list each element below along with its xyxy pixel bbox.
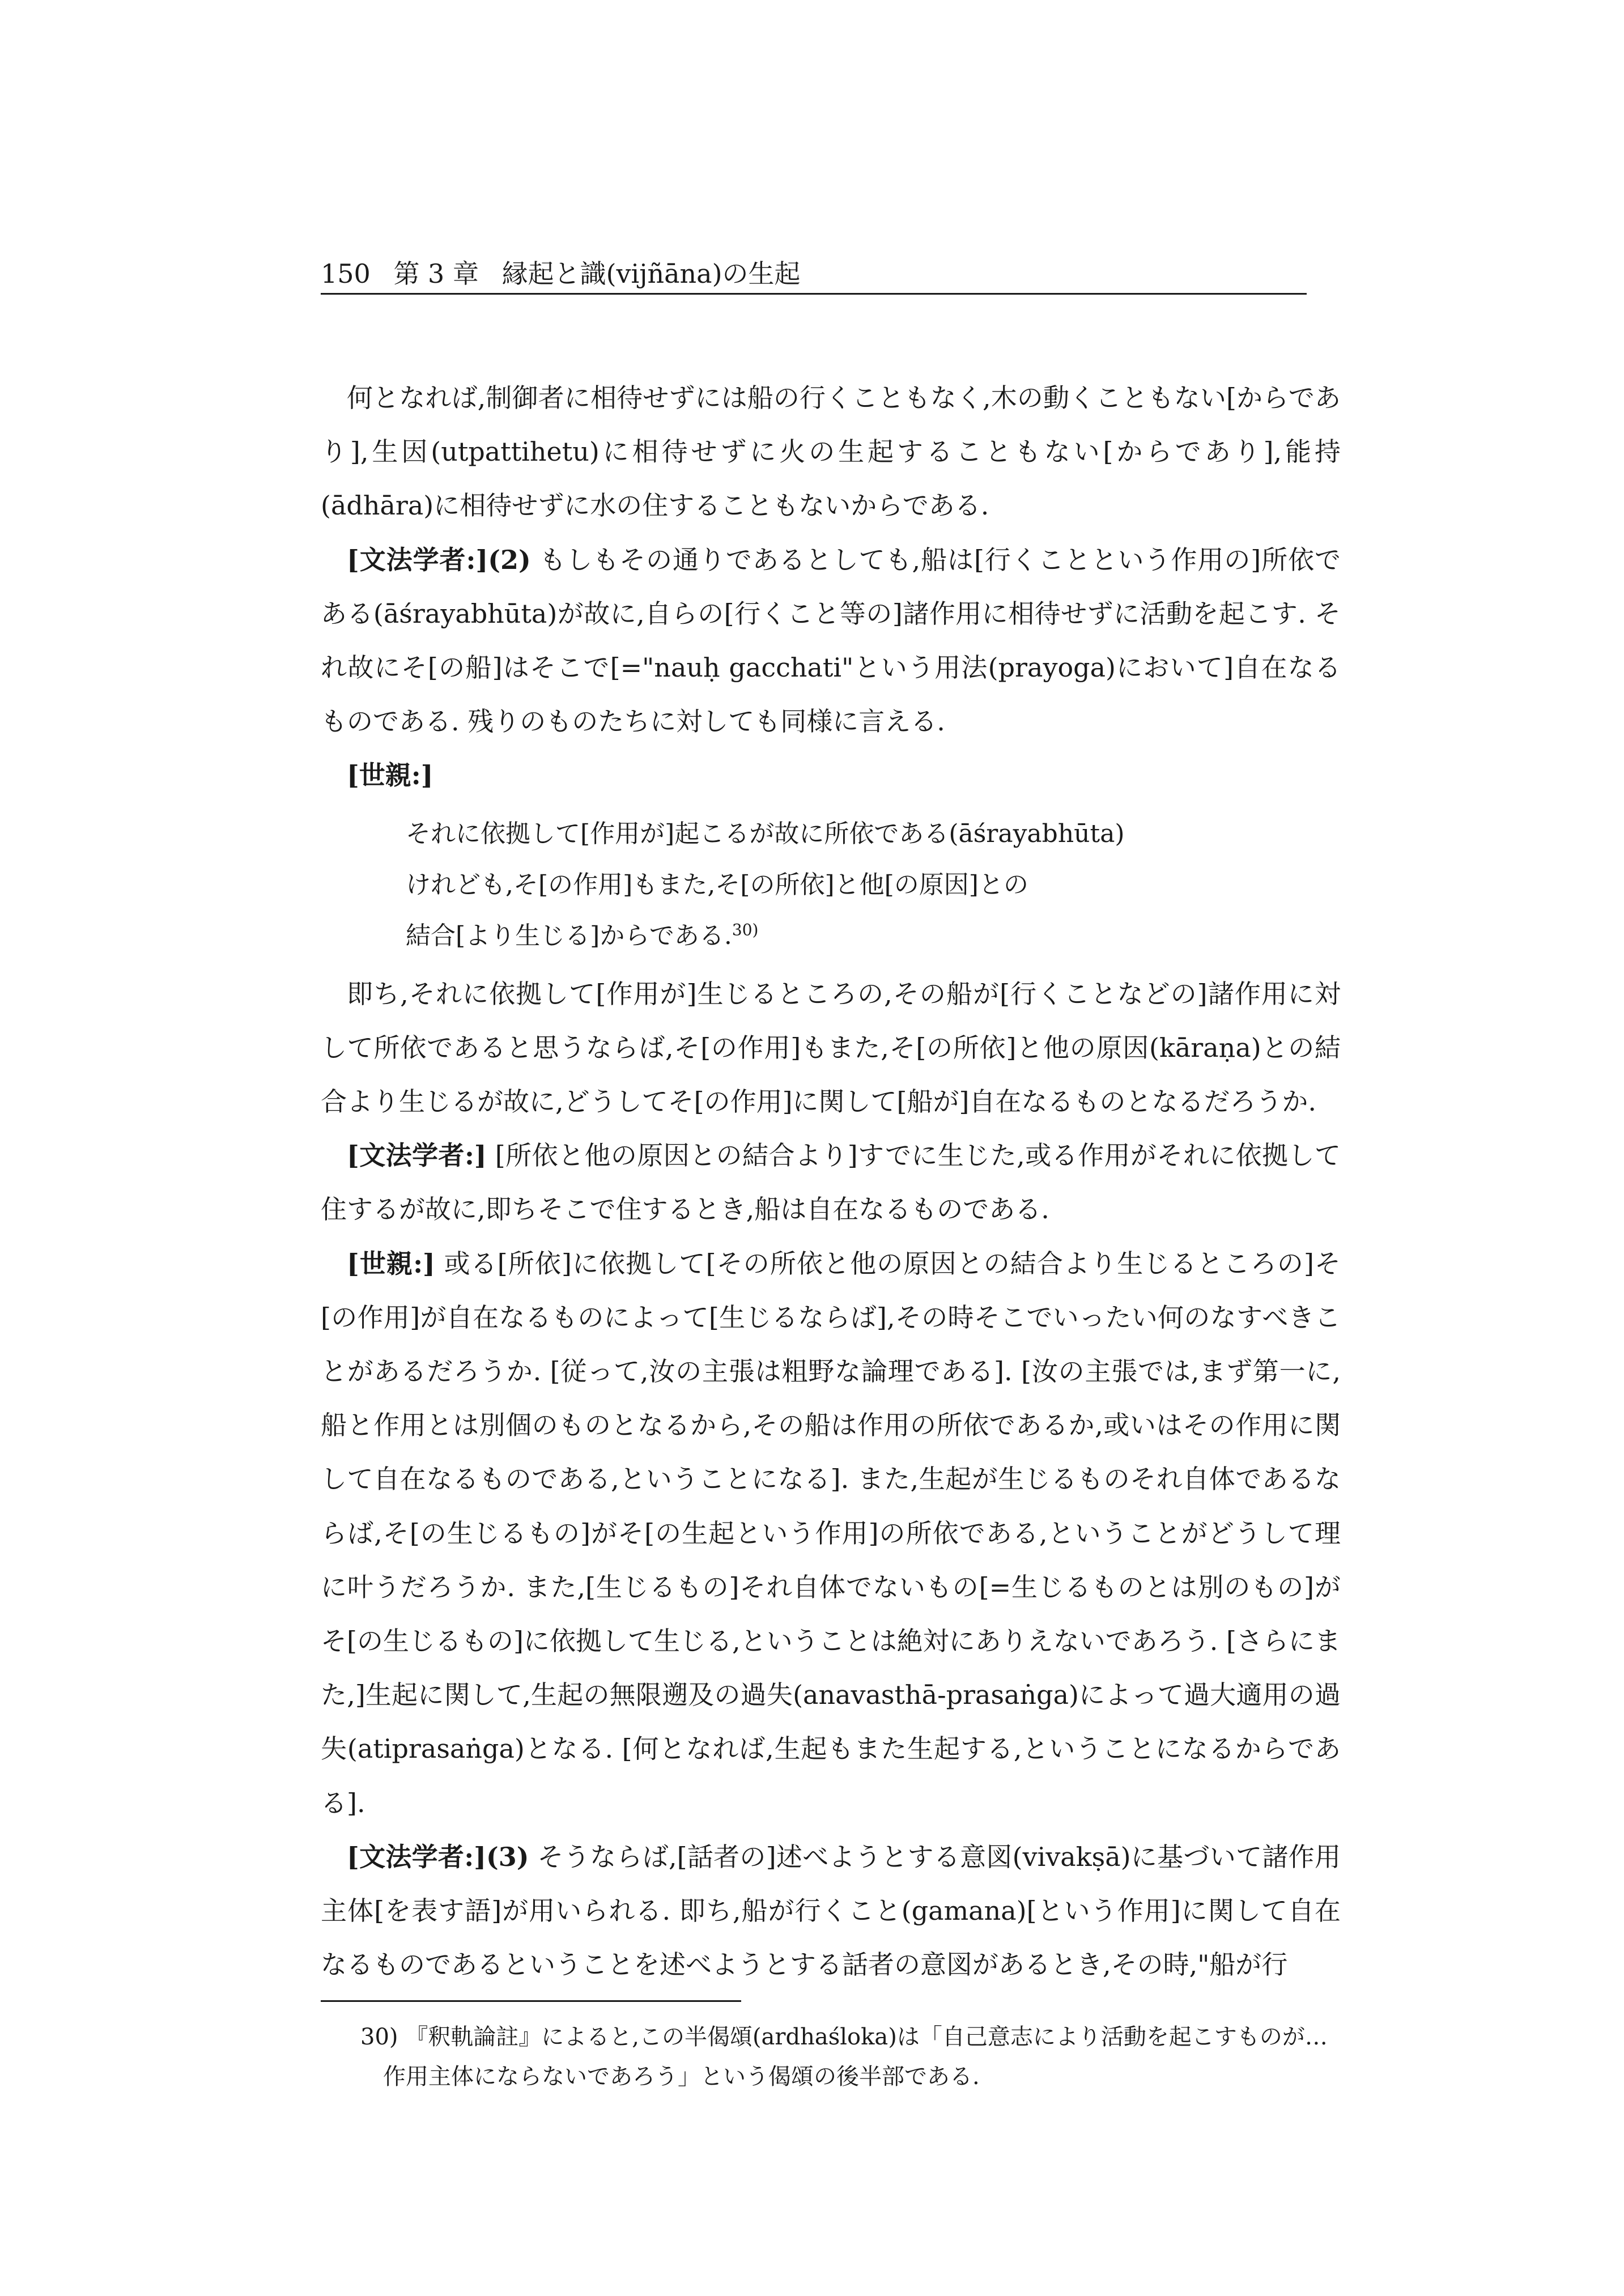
- speaker-label: [文法学者:](3): [347, 1841, 529, 1872]
- verse-block: [406, 809, 1341, 962]
- speaker-label: [世親:]: [347, 1248, 435, 1279]
- paragraph-7: [321, 1830, 1341, 1992]
- speaker-label: [文法学者:]: [347, 1140, 487, 1171]
- paragraph-text: [所依と他の原因との結合より]すでに生じた,或る作用がそれに依拠して住するが故に,即ちそこで住するとき,船は自在なるものである.: [321, 1140, 1341, 1225]
- paragraph-text: そうならば,[話者の]述べようとする意図(vivakṣā)に基づいて諸作用主体[を表す語]が用いられる. 即ち,船が行くこと(gamana)[という作用]に関して自在なるものであるということを述べようとする話者の意図があるとき,その時,"船が行: [321, 1841, 1341, 1980]
- paragraph-1: [321, 371, 1341, 533]
- paragraph-text: 即ち,それに依拠して[作用が]生じるところの,その船が[行くことなどの]諸作用に対して所依であると思うならば,そ[の作用]もまた,そ[の所依]と他の原因(kāraṇa)との結合より生じるが故に,どうしてそ[の作用]に関して[船が]自在なるものとなるだろうか.: [321, 978, 1341, 1117]
- footnote-line: 作用主体にならないであろう」という偈頌の後半部である.: [383, 2064, 980, 2090]
- page-number: 150: [321, 258, 371, 289]
- paragraph-3: [321, 749, 1341, 802]
- paragraph-4: [321, 967, 1341, 1129]
- main-text: [321, 371, 1341, 1992]
- speaker-label: [文法学者:](2): [347, 544, 531, 575]
- running-header: [321, 258, 1307, 295]
- footnote-number: 30): [360, 2024, 398, 2050]
- footnote-divider: [321, 2000, 741, 2002]
- chapter-title: 縁起と識(vijñāna)の生起: [501, 258, 801, 289]
- verse-line: けれども,そ[の作用]もまた,そ[の所依]と他[の原因]との: [406, 870, 1028, 899]
- paragraph-5: [321, 1129, 1341, 1236]
- paragraph-6: [321, 1237, 1341, 1830]
- verse-line: それに依拠して[作用が]起こるが故に所依である(āśrayabhūta): [406, 819, 1125, 848]
- speaker-label: [世親:]: [347, 760, 433, 791]
- verse-line: 結合[より生じる]からである.$^{30)}$: [406, 920, 759, 950]
- footnote-marker[interactable]: 30): [732, 920, 759, 939]
- footnote-line: 30) 『釈軌論註』によると,この半偈頌(ardhaśloka)は「自己意志により活動を起こすものが…: [360, 2024, 1328, 2050]
- footnote: [360, 2017, 1328, 2097]
- paragraph-text: 或る[所依]に依拠して[その所依と他の原因との結合より生じるところの]そ[の作用]が自在なるものによって[生じるならば],その時そこでいったい何のなすべきことがあるだろうか. [従って,汝の主張は粗野な論理である]. [汝の主張では,まず第一に,船と作用とは別個のものとなるから,その船は作用の所依であるか,或いはその作用に関して自在なるものである,ということになる]. また,生起が生じるものそれ自体であるならば,そ[の生じるもの]がそ[の生起という作用]の所依である,ということがどうして理に叶うだろうか. また,[生じるもの]それ自体でないもの[=生じるものとは別のもの]がそ[の生じるもの]に依拠して生じる,ということは絶対にありえないであろう. [さらにまた,]生起に関して,生起の無限遡及の過失(anavasthā-prasaṅga)によって過大適用の過失(atiprasaṅga)となる. [何となれば,生起もまた生起する,ということになるからである].: [321, 1248, 1341, 1818]
- paragraph-2: [321, 533, 1341, 749]
- paragraph-text: もしもその通りであるとしても,船は[行くことという作用の]所依である(āśrayabhūta)が故に,自らの[行くこと等の]諸作用に相待せずに活動を起こす. それ故にそ[の船]はそこで[="nauḥ gacchati"という用法(prayoga)において]自在なるものである. 残りのものたちに対しても同様に言える.: [321, 544, 1341, 737]
- paragraph-text: 何となれば,制御者に相待せずには船の行くこともなく,木の動くこともない[からであり],生因(utpattihetu)に相待せずに火の生起することもない[からであり],能持(ādhāra)に相待せずに水の住することもないからである.: [321, 382, 1341, 521]
- chapter-number: 第 3 章: [393, 258, 479, 289]
